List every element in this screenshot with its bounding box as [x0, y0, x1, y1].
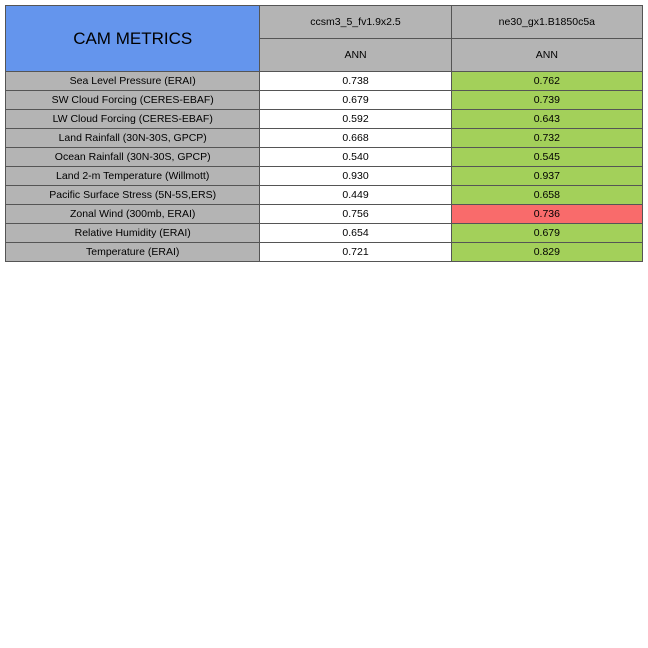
metric-value-cell: 0.449 — [260, 186, 451, 205]
metric-value-cell: 0.762 — [451, 72, 642, 91]
metric-label: Sea Level Pressure (ERAI) — [6, 72, 260, 91]
table-row — [6, 72, 643, 91]
table-title: CAM METRICS — [6, 6, 260, 72]
metric-label: Zonal Wind (300mb, ERAI) — [6, 205, 260, 224]
table-row — [6, 205, 643, 224]
metric-label: Pacific Surface Stress (5N-5S,ERS) — [6, 186, 260, 205]
metric-value-cell: 0.658 — [451, 186, 642, 205]
metric-label: Relative Humidity (ERAI) — [6, 224, 260, 243]
metric-value-cell: 0.721 — [260, 243, 451, 262]
metric-value-cell: 0.643 — [451, 110, 642, 129]
metric-label: LW Cloud Forcing (CERES-EBAF) — [6, 110, 260, 129]
metric-value-cell: 0.540 — [260, 148, 451, 167]
table-row — [6, 110, 643, 129]
header-row-cases — [6, 6, 643, 39]
metric-label: Land 2-m Temperature (Willmott) — [6, 167, 260, 186]
metric-value-cell: 0.756 — [260, 205, 451, 224]
table-row — [6, 129, 643, 148]
metric-value-cell: 0.736 — [451, 205, 642, 224]
metric-value-cell: 0.937 — [451, 167, 642, 186]
metric-value-cell: 0.739 — [451, 91, 642, 110]
column-header-case: ccsm3_5_fv1.9x2.5 — [260, 6, 451, 39]
table-row — [6, 243, 643, 262]
metric-label: SW Cloud Forcing (CERES-EBAF) — [6, 91, 260, 110]
metric-label: Ocean Rainfall (30N-30S, GPCP) — [6, 148, 260, 167]
metric-label: Land Rainfall (30N-30S, GPCP) — [6, 129, 260, 148]
metric-value-cell: 0.545 — [451, 148, 642, 167]
metric-value-cell: 0.679 — [451, 224, 642, 243]
metric-label: Temperature (ERAI) — [6, 243, 260, 262]
metric-value-cell: 0.732 — [451, 129, 642, 148]
table-row — [6, 186, 643, 205]
column-header-period: ANN — [260, 39, 451, 72]
table-row — [6, 224, 643, 243]
metrics-table — [5, 5, 643, 262]
metric-value-cell: 0.592 — [260, 110, 451, 129]
table-row — [6, 91, 643, 110]
metric-value-cell: 0.679 — [260, 91, 451, 110]
table-row — [6, 167, 643, 186]
column-header-period: ANN — [451, 39, 642, 72]
metric-value-cell: 0.930 — [260, 167, 451, 186]
metric-value-cell: 0.654 — [260, 224, 451, 243]
metric-value-cell: 0.738 — [260, 72, 451, 91]
column-header-case: ne30_gx1.B1850c5a — [451, 6, 642, 39]
table-row — [6, 148, 643, 167]
metric-value-cell: 0.829 — [451, 243, 642, 262]
metric-value-cell: 0.668 — [260, 129, 451, 148]
